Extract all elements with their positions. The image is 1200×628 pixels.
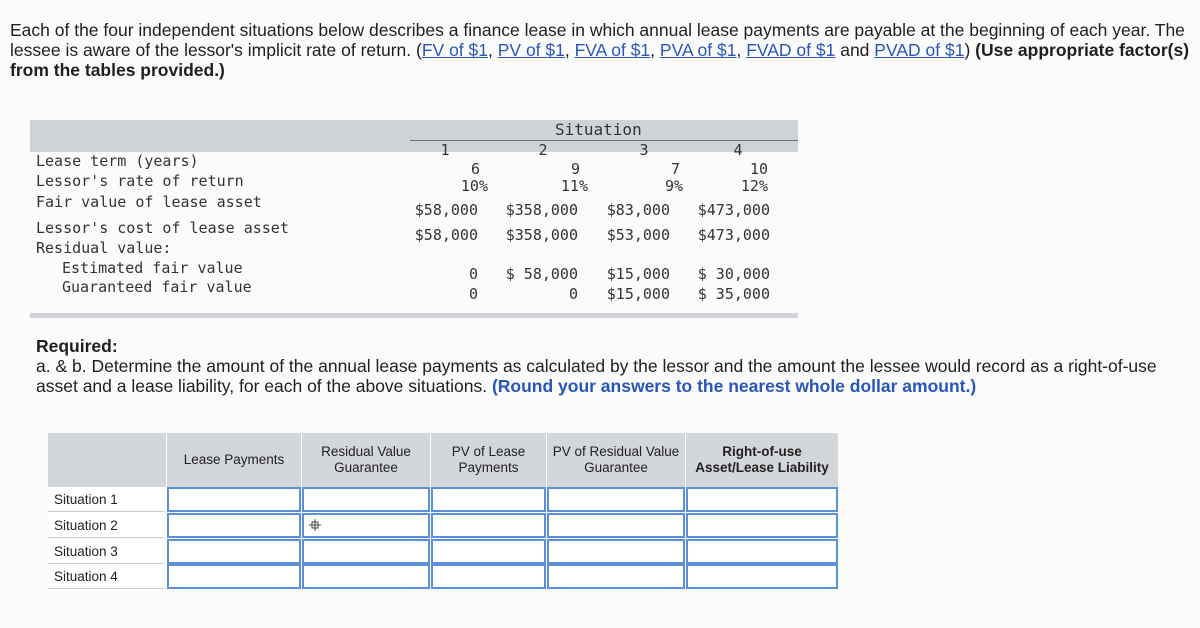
input-s4-rou-asset[interactable] (686, 564, 838, 589)
answer-table (48, 433, 838, 593)
cell-rate-2: 11% (560, 177, 588, 195)
row-label-rate: Lessor's rate of return (36, 172, 244, 190)
input-s2-lease-payments[interactable] (167, 513, 301, 538)
table-header-band (30, 120, 798, 152)
col-header-2: 2 (538, 141, 548, 159)
cell-cost-1: $58,000 (414, 226, 478, 244)
col-header-3: 3 (639, 141, 649, 159)
cell-rate-4: 12% (740, 177, 768, 195)
cell-term-1: 6 (470, 160, 480, 178)
row-label-situation-2: Situation 2 (48, 513, 164, 538)
input-s1-rou-asset[interactable] (686, 487, 838, 512)
cell-rate-1: 10% (460, 177, 488, 195)
col-header-rou-asset: Right-of-use Asset/Lease Liability (686, 433, 838, 487)
situations-table (30, 120, 798, 320)
cell-est-3: $15,000 (606, 265, 670, 283)
input-s2-residual-guarantee[interactable] (302, 513, 430, 538)
fva-link[interactable]: FVA of $1 (574, 40, 651, 60)
instructions-note: (Use appropriate factor(s) from the tables provided.) (10, 40, 1190, 80)
row-label-situation-4: Situation 4 (48, 564, 164, 589)
row-label-estimated: Estimated fair value (62, 259, 243, 277)
row-label-situation-3: Situation 3 (48, 539, 164, 564)
input-s1-lease-payments[interactable] (167, 487, 301, 512)
input-s4-residual-guarantee[interactable] (302, 564, 430, 589)
cell-cost-3: $53,000 (606, 226, 670, 244)
cell-guar-2: 0 (568, 285, 578, 303)
pv-link[interactable]: PV of $1 (497, 40, 565, 60)
cursor-crosshair-icon (307, 518, 323, 532)
cell-guar-3: $15,000 (606, 285, 670, 303)
cell-est-1: 0 (468, 265, 478, 283)
col-header-1: 1 (440, 141, 450, 159)
table-bottom-band (30, 313, 798, 318)
col-header-lease-payments: Lease Payments (167, 433, 301, 487)
cell-fair-3: $83,000 (606, 201, 670, 219)
row-label-fair-value: Fair value of lease asset (36, 193, 262, 211)
cell-cost-2: $358,000 (505, 226, 578, 244)
input-s1-pv-residual[interactable] (547, 487, 685, 512)
required-section (36, 336, 1186, 396)
col-header-pv-lease: PV of Lease Payments (431, 433, 546, 487)
row-header-blank (48, 433, 166, 487)
input-s4-pv-residual[interactable] (547, 564, 685, 589)
cell-term-4: 10 (749, 160, 768, 178)
cell-est-2: $ 58,000 (505, 265, 578, 283)
row-label-lease-term: Lease term (years) (36, 152, 199, 170)
cell-est-4: $ 30,000 (697, 265, 770, 283)
required-note: (Round your answers to the nearest whole dollar amount.) (491, 376, 977, 396)
input-s3-pv-residual[interactable] (547, 539, 685, 564)
input-s3-lease-payments[interactable] (167, 539, 301, 564)
input-s3-residual-guarantee[interactable] (302, 539, 430, 564)
col-header-4: 4 (733, 141, 743, 159)
input-s3-pv-lease[interactable] (431, 539, 546, 564)
input-s2-rou-asset[interactable] (686, 513, 838, 538)
cell-term-3: 7 (670, 160, 680, 178)
required-text: a. & b. Determine the amount of the annual lease payments as calculated by the lessor and the amount the lessee would record as a right-of-use asset and a lease liability, for each of the above situations. (Round your answers to the nearest whole dollar amount.) (36, 356, 1157, 396)
cell-fair-4: $473,000 (697, 201, 770, 219)
input-s2-pv-lease[interactable] (431, 513, 546, 538)
row-label-residual: Residual value: (36, 239, 172, 257)
row-label-guaranteed: Guaranteed fair value (62, 278, 252, 296)
cell-rate-3: 9% (664, 177, 683, 195)
fvad-link[interactable]: FVAD of $1 (746, 40, 836, 60)
instructions: Each of the four independent situations below describes a finance lease in which annual lease payments are payable at the beginning of each year. The lessee is aware of the lessor's implicit rate of return. (FV of $1, PV of $1, FVA of $1, PVA of $1, FVAD of $1 and PVAD of $1) (Use appropriate factor(s) from the tables provided.) (10, 20, 1190, 80)
cell-guar-1: 0 (468, 285, 478, 303)
row-label-situation-1: Situation 1 (48, 487, 164, 512)
cell-fair-1: $58,000 (414, 201, 478, 219)
input-s2-pv-residual[interactable] (547, 513, 685, 538)
row-label-cost: Lessor's cost of lease asset (36, 219, 289, 237)
instructions-text: Each of the four independent situations below describes a finance lease in which annual lease payments are payable at the beginning of each year. The lessee is aware of the lessor's implicit rate of return. ( (10, 20, 1185, 60)
input-s1-residual-guarantee[interactable] (302, 487, 430, 512)
required-heading: Required: (36, 336, 118, 356)
col-header-pv-residual: PV of Residual Value Guarantee (547, 433, 685, 487)
cell-cost-4: $473,000 (697, 226, 770, 244)
cell-term-2: 9 (570, 160, 580, 178)
cell-fair-2: $358,000 (505, 201, 578, 219)
pva-link[interactable]: PVA of $1 (659, 40, 737, 60)
input-s3-rou-asset[interactable] (686, 539, 838, 564)
situation-header: Situation (555, 120, 642, 139)
col-header-residual-guarantee: Residual Value Guarantee (302, 433, 430, 487)
cell-guar-4: $ 35,000 (697, 285, 770, 303)
input-s1-pv-lease[interactable] (431, 487, 546, 512)
pvad-link[interactable]: PVAD of $1 (874, 40, 965, 60)
input-s4-lease-payments[interactable] (167, 564, 301, 589)
fv-link[interactable]: FV of $1 (421, 40, 488, 60)
input-s4-pv-lease[interactable] (431, 564, 546, 589)
